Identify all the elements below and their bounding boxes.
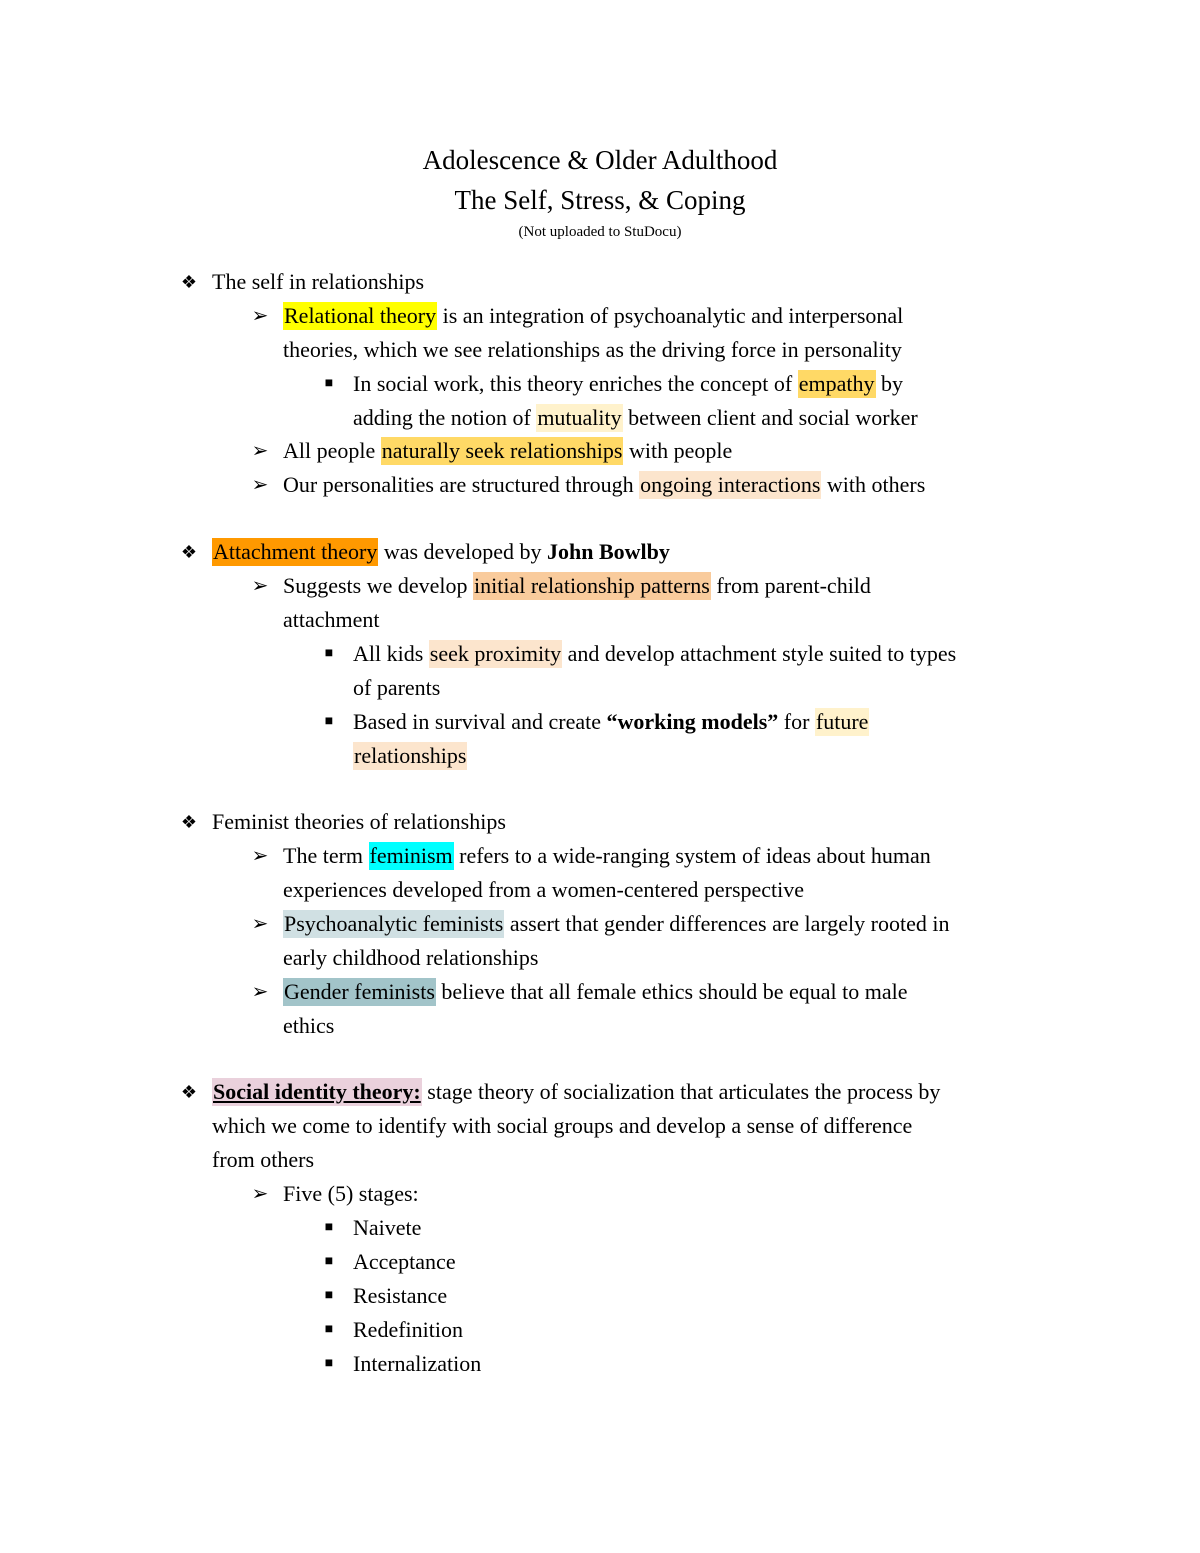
list-item-continuation: early childhood relationships	[283, 945, 539, 970]
item-text: refers to a wide-ranging system of ideas about human	[453, 843, 931, 868]
arrow-bullet-icon: ➢	[251, 981, 269, 1003]
square-bullet-icon: ■	[324, 1356, 334, 1371]
list-item-continuation: experiences developed from a women-centered perspective	[283, 877, 805, 902]
diamond-bullet-icon: ❖	[180, 542, 198, 562]
document-subtitle: The Self, Stress, & Coping	[454, 185, 746, 215]
item-text: by	[875, 371, 904, 396]
item-text: with others	[821, 472, 926, 497]
item-text: between client and social worker	[622, 405, 918, 430]
item-text: assert that gender differences are largely rooted in	[504, 911, 950, 936]
bold-term: “working models”	[606, 709, 779, 734]
stage-item: Naivete	[353, 1215, 422, 1240]
arrow-bullet-icon: ➢	[251, 440, 269, 462]
highlighted-term: Relational theory	[284, 303, 437, 328]
square-bullet-icon: ■	[324, 646, 334, 661]
item-text: All people	[283, 438, 381, 463]
item-text: Our personalities are structured through	[283, 472, 640, 497]
sub-list-item	[353, 367, 903, 401]
arrow-bullet-icon: ➢	[251, 474, 269, 496]
list-item	[283, 569, 871, 603]
heading-text: Feminist theories of relationships	[212, 809, 506, 834]
item-text: Based in survival and create	[353, 709, 607, 734]
arrow-bullet-icon: ➢	[251, 845, 269, 867]
square-bullet-icon: ■	[324, 376, 334, 391]
list-item	[283, 434, 732, 468]
highlighted-term: future	[815, 709, 869, 734]
list-item: Five (5) stages:	[283, 1181, 419, 1206]
highlighted-term: feminism	[369, 843, 453, 868]
list-item-continuation: ethics	[283, 1013, 335, 1038]
sub-list-item-continuation	[353, 401, 918, 435]
item-text: believe that all female ethics should be equal to male	[435, 979, 908, 1004]
highlighted-term: relationships	[354, 743, 467, 768]
section-heading-feminist	[212, 805, 506, 839]
item-text: and develop attachment style suited to types	[562, 641, 957, 666]
highlighted-term: Psychoanalytic feminists	[284, 911, 504, 936]
list-item	[283, 975, 908, 1009]
highlighted-term: mutuality	[537, 405, 622, 430]
item-text: stage theory of socialization that articulates the process by	[421, 1079, 941, 1104]
list-item-continuation: attachment	[283, 607, 380, 632]
arrow-bullet-icon: ➢	[251, 913, 269, 935]
item-text: for	[778, 709, 815, 734]
stage-item: Internalization	[353, 1351, 482, 1376]
highlighted-term: empathy	[798, 371, 875, 396]
item-text: The term	[283, 843, 369, 868]
square-bullet-icon: ■	[324, 714, 334, 729]
heading-text: The self in relationships	[212, 269, 425, 294]
highlighted-term: naturally seek relationships	[381, 438, 623, 463]
stage-item: Acceptance	[353, 1249, 456, 1274]
item-text: from parent-child	[710, 573, 871, 598]
item-text: is an integration of psychoanalytic and interpersonal	[437, 303, 904, 328]
item-text: was developed by	[378, 539, 547, 564]
item-text: In social work, this theory enriches the concept of	[353, 371, 798, 396]
person-name: John Bowlby	[546, 539, 670, 564]
list-item	[283, 907, 949, 941]
square-bullet-icon: ■	[324, 1288, 334, 1303]
section-heading-social-identity	[212, 1075, 940, 1109]
highlighted-term: Gender feminists	[284, 979, 435, 1004]
section-text-continuation: which we come to identify with social groups and develop a sense of difference	[212, 1113, 913, 1138]
upload-note: (Not uploaded to StuDocu)	[518, 224, 682, 240]
sub-list-item	[353, 705, 869, 739]
document-title: Adolescence & Older Adulthood	[422, 145, 778, 175]
highlighted-term: Attachment theory	[213, 539, 378, 564]
list-item-continuation: theories, which we see relationships as the driving force in personality	[283, 337, 902, 362]
diamond-bullet-icon: ❖	[180, 272, 198, 292]
sub-list-item	[353, 637, 956, 671]
arrow-bullet-icon: ➢	[251, 575, 269, 597]
sub-list-item-continuation	[353, 739, 467, 773]
list-item	[283, 299, 903, 333]
square-bullet-icon: ■	[324, 1254, 334, 1269]
list-item	[283, 468, 925, 502]
square-bullet-icon: ■	[324, 1322, 334, 1337]
list-item	[283, 839, 931, 873]
section-heading-self-relationships	[212, 265, 424, 299]
highlighted-term: ongoing interactions	[640, 472, 821, 497]
section-heading-attachment	[212, 535, 670, 569]
square-bullet-icon: ■	[324, 1220, 334, 1235]
item-text: adding the notion of	[353, 405, 537, 430]
highlighted-term: Social identity theory:	[213, 1079, 421, 1104]
diamond-bullet-icon: ❖	[180, 1082, 198, 1102]
item-text: with people	[623, 438, 733, 463]
highlighted-term: seek proximity	[429, 641, 562, 666]
item-text: Suggests we develop	[283, 573, 474, 598]
stage-item: Resistance	[353, 1283, 448, 1308]
title-block	[0, 140, 1200, 243]
item-text: All kids	[353, 641, 429, 666]
highlighted-term: initial relationship patterns	[474, 573, 710, 598]
sub-list-item-continuation: of parents	[353, 675, 441, 700]
section-text-continuation: from others	[212, 1147, 315, 1172]
diamond-bullet-icon: ❖	[180, 812, 198, 832]
highlighted-term-wrapper	[212, 1078, 422, 1106]
stage-item: Redefinition	[353, 1317, 463, 1342]
arrow-bullet-icon: ➢	[251, 305, 269, 327]
arrow-bullet-icon: ➢	[251, 1183, 269, 1205]
